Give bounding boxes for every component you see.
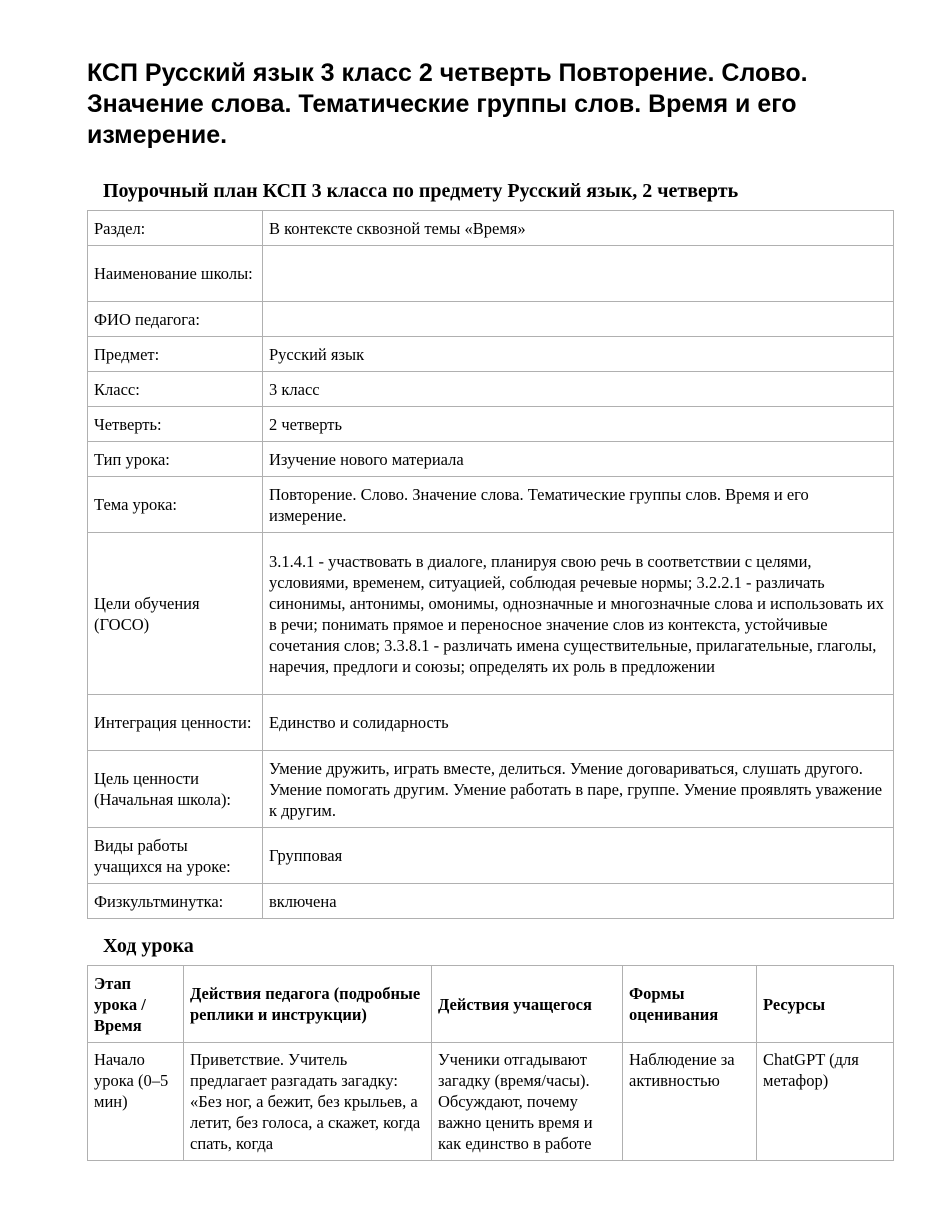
cell-text: Приветствие. Учитель предлагает разгадать загадку: «Без ног, а бежит, без крыльев, а летит, без голоса, а скажет, когда спать, когда [190, 1050, 421, 1153]
row-label: Цели обучения (ГОСО) [88, 533, 263, 695]
column-header-teacher-actions: Действия педагога (подробные реплики и инструкции) [184, 966, 432, 1043]
table-row [88, 211, 894, 246]
table-row [88, 1043, 894, 1161]
lesson-progress-table [87, 965, 894, 1161]
cell-student-actions [432, 1043, 623, 1161]
row-value: Групповая [263, 828, 894, 884]
row-value: Изучение нового материала [263, 442, 894, 477]
row-label: Тема урока: [88, 477, 263, 533]
cell-text: Начало урока (0–5 мин) [94, 1050, 169, 1111]
cell-resources [757, 1043, 894, 1161]
row-label: Четверть: [88, 407, 263, 442]
table-row [88, 372, 894, 407]
table-row [88, 884, 894, 919]
row-value: В контексте сквозной темы «Время» [263, 211, 894, 246]
table-row [88, 302, 894, 337]
column-header-assessment: Формы оценивания [623, 966, 757, 1043]
row-label: Цель ценности (Начальная школа): [88, 751, 263, 828]
row-label: Предмет: [88, 337, 263, 372]
row-value: 3.1.4.1 - участвовать в диалоге, планируя свою речь в соответствии с целями, условиями, временем, ситуацией, соблюдая речевые нормы; 3.2.2.1 - различать синонимы, антонимы, омонимы, однозначные и многозначные слова и использовать их в речи; понимать прямое и переносное значение слов из контекста, устойчивые сочетания слов; 3.3.8.1 - различать имена существительные, прилагательные, глаголы, наречия, предлоги и союзы; определять их роль в предложении [263, 533, 894, 695]
cell-stage [88, 1043, 184, 1161]
row-value: Русский язык [263, 337, 894, 372]
table-row [88, 533, 894, 695]
table-header-row [88, 966, 894, 1043]
table-row [88, 751, 894, 828]
row-value: Повторение. Слово. Значение слова. Тематические группы слов. Время и его измерение. [263, 477, 894, 533]
row-value: 2 четверть [263, 407, 894, 442]
lesson-info-table [87, 210, 894, 919]
table-row [88, 477, 894, 533]
row-value: 3 класс [263, 372, 894, 407]
cell-assessment [623, 1043, 757, 1161]
table-row [88, 337, 894, 372]
row-label: Физкультминутка: [88, 884, 263, 919]
row-value: Единство и солидарность [263, 695, 894, 751]
table-row [88, 246, 894, 302]
cell-text: ChatGPT (для метафор) [763, 1050, 859, 1090]
column-header-stage: Этап урока / Время [88, 966, 184, 1043]
cell-text: Ученики отгадывают загадку (время/часы). Обсуждают, почему важно ценить время и как единство в работе [438, 1050, 593, 1153]
plan-heading: Поурочный план КСП 3 класса по предмету Русский язык, 2 четверть [103, 180, 739, 202]
row-label: Наименование школы: [88, 246, 263, 302]
row-label: Интеграция ценности: [88, 695, 263, 751]
row-label: Виды работы учащихся на уроке: [88, 828, 263, 884]
row-label: Тип урока: [88, 442, 263, 477]
row-value: Умение дружить, играть вместе, делиться. Умение договариваться, слушать другого. Умение помогать другим. Умение работать в паре, группе. Умение проявлять уважение к другим. [263, 751, 894, 828]
cell-teacher-actions [184, 1043, 432, 1161]
row-value: включена [263, 884, 894, 919]
row-label: ФИО педагога: [88, 302, 263, 337]
row-value [263, 302, 894, 337]
row-label: Раздел: [88, 211, 263, 246]
page-title: КСП Русский язык 3 класс 2 четверть Повторение. Слово. Значение слова. Тематические группы слов. Время и его измерение. [87, 59, 808, 149]
table-row [88, 442, 894, 477]
lesson-progress-heading: Ход урока [103, 935, 194, 957]
cell-text: Наблюдение за активностью [629, 1050, 735, 1090]
table-row [88, 828, 894, 884]
column-header-resources: Ресурсы [757, 966, 894, 1043]
column-header-student-actions: Действия учащегося [432, 966, 623, 1043]
table-row [88, 695, 894, 751]
row-label: Класс: [88, 372, 263, 407]
table-row [88, 407, 894, 442]
row-value [263, 246, 894, 302]
